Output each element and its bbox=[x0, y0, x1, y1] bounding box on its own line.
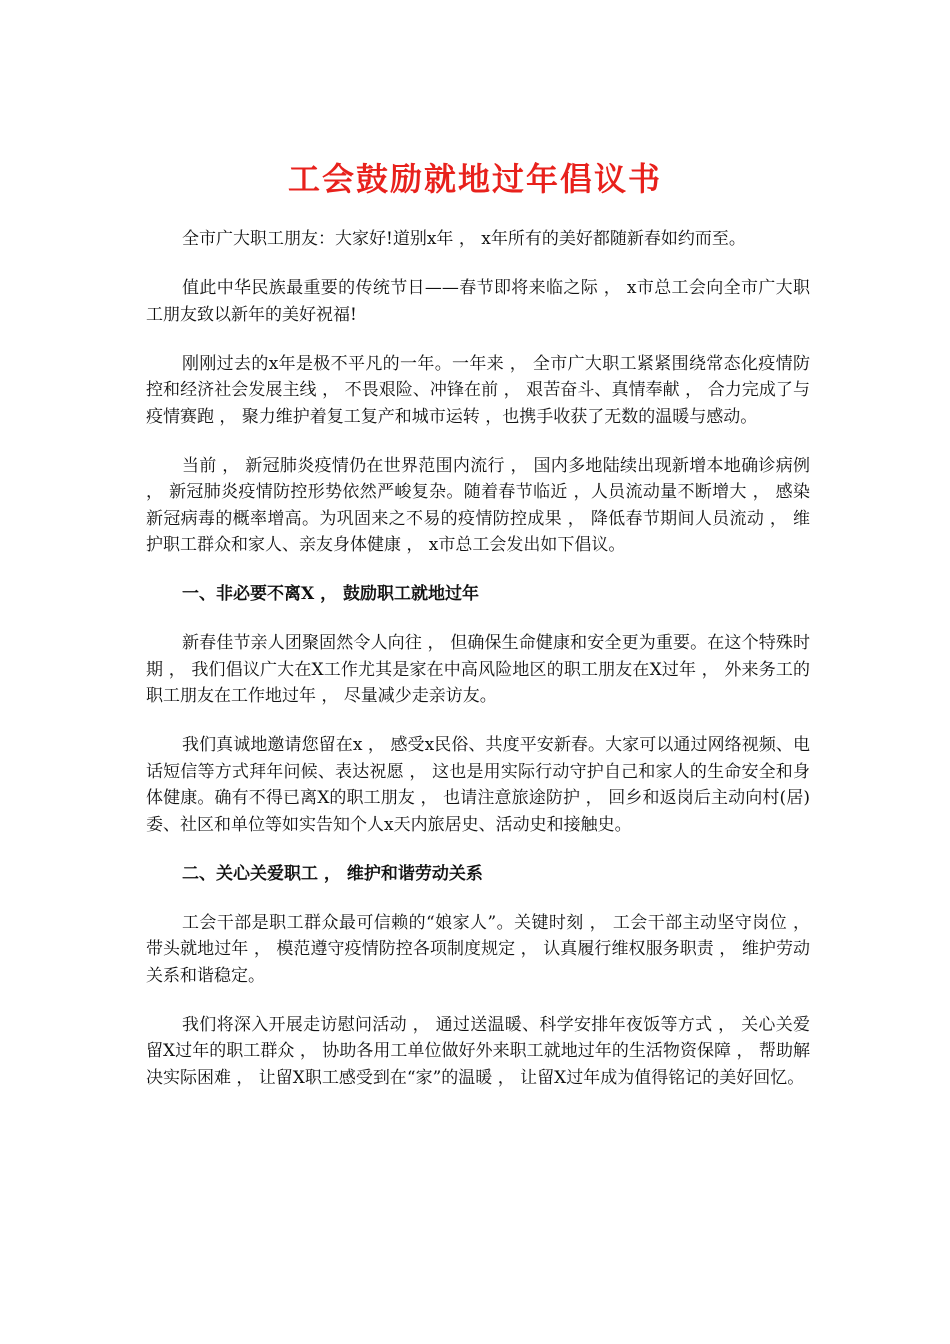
paragraph-8: 我们将深入开展走访慰问活动 ， 通过送温暖、科学安排年夜饭等方式 ， 关心关爱留X过年的职工群众 ， 协助各用工单位做好外来职工就地过年的生活物资保障 ， 帮助解决实际困难 ， 让留X职工感受到在“家”的温暖 ， 让留X过年成为值得铭记的美好回忆。 bbox=[146, 1014, 810, 1088]
paragraph-6: 我们真诚地邀请您留在x ， 感受x民俗、共度平安新春。大家可以通过网络视频、电话短信等方式拜年问候、表达祝愿 ， 这也是用实际行动守护自己和家人的生命安全和身体健康。确有不得已离X的职工朋友 ， 也请注意旅途防护 ， 回乡和返岗后主动向村(居)委、社区和单位等如实告知个人x天内旅居史、活动史和接触史。 bbox=[146, 735, 810, 835]
section-heading-1: 一、非必要不离X ， 鼓励职工就地过年 bbox=[182, 584, 480, 604]
paragraph-1: 全市广大职工朋友：大家好!道别x年 ， x年所有的美好都随新春如约而至。 bbox=[182, 229, 746, 249]
paragraph-4: 当前 ， 新冠肺炎疫情仍在世界范围内流行 ， 国内多地陆续出现新增本地确诊病例 ， 新冠肺炎疫情防控形势依然严峻复杂。随着春节临近 ，人员流动量不断增大 ， 感染新冠病毒的概率增高。为巩固来之不易的疫情防控成果 ， 降低春节期间人员流动 ， 维护职工群众和家人、亲友身体健康 ， x市总工会发出如下倡议。 bbox=[146, 455, 810, 555]
paragraph-7: 工会干部是职工群众最可信赖的“娘家人”。关键时刻 ， 工会干部主动坚守岗位 ， 带头就地过年 ， 模范遵守疫情防控各项制度规定 ， 认真履行维权服务职责 ， 维护劳动关系和谐稳定。 bbox=[146, 912, 810, 986]
section-heading-2: 二、关心关爱职工 ， 维护和谐劳动关系 bbox=[182, 863, 483, 884]
paragraph-5: 新春佳节亲人团聚固然令人向往 ， 但确保生命健康和安全更为重要。在这个特殊时期 ， 我们倡议广大在X工作尤其是家在中高风险地区的职工朋友在X过年 ， 外来务工的职工朋友在工作地过年 ， 尽量减少走亲访友。 bbox=[146, 633, 810, 706]
paragraph-2: 值此中华民族最重要的传统节日——春节即将来临之际 ， x市总工会向全市广大职工朋友致以新年的美好祝福! bbox=[146, 278, 810, 325]
document-body bbox=[146, 226, 810, 1091]
paragraph-3: 刚刚过去的x年是极不平凡的一年。一年来 ， 全市广大职工紧紧围绕常态化疫情防控和经济社会发展主线 ， 不畏艰险、冲锋在前 ， 艰苦奋斗、真情奉献 ， 合力完成了与疫情赛跑 ， 聚力维护着复工复产和城市运转 ，也携手收获了无数的温暖与感动。 bbox=[146, 353, 810, 427]
document-title: 工会鼓励就地过年倡议书 bbox=[287, 160, 662, 198]
